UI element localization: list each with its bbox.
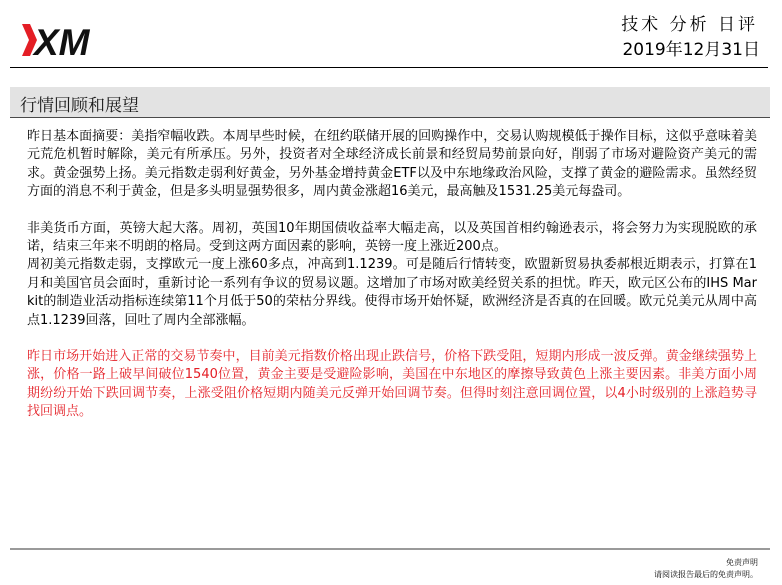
header-divider	[10, 67, 768, 68]
report-date: 2019年12月31日	[622, 40, 760, 60]
paragraph-eur: 周初美元指数走弱，支撑欧元一度上涨60多点，冲高到1.1239。可是随后行情转变，欧盟新贸易执委郝根近期表示，打算在1月和美国官员会面时，重新讨论一系列有争议的贸易议题。这增加了市场对欧美经贸关系的担忧。昨天，欧元区公布的IHS Markit的制造业活动指标连续第11个月低于50的荣枯分界线。使得市场开始怀疑，欧洲经济是否真的在回暖。欧元兑美元从周中高点1.1239回落，回吐了周内全部涨幅。	[27, 257, 757, 328]
paragraph-gbp: 非美货币方面，英镑大起大落。周初，英国10年期国债收益率大幅走高，以及英国首相约翰逊表示，将会努力为实现脱欧的承诺，结束三年来不明朗的格局。受到这两方面因素的影响，英镑一度上涨近200点。	[27, 220, 757, 255]
disclaimer-title: 免责声明	[726, 558, 758, 567]
paragraph-fundamentals: 昨日基本面摘要：美指窄幅收跌。本周早些时候，在纽约联储开展的回购操作中，交易认购规模低于操作目标，这似乎意味着美元荒危机暂时解除，美元有所承压。另外，投资者对全球经济成长前景和经贸局势前景向好，削弱了市场对避险资产美元的需求。黄金强势上扬。美元指数走弱利好黄金，另外基金增持黄金ETF以及中东地缘政治风险，支撑了黄金的避险需求。虽然经贸方面的消息不利于黄金，但是多头明显强势很多，周内黄金涨超16美元，最高触及1531.25美元每盎司。	[27, 129, 757, 200]
disclaimer-text: 请阅读报告最后的免责声明。	[654, 570, 758, 579]
section-header	[10, 87, 770, 118]
xm-logo	[22, 20, 114, 60]
logo-text: XM	[34, 22, 90, 60]
footer-divider	[10, 548, 770, 550]
paragraph-outlook: 昨日市场开始进入正常的交易节奏中，目前美元指数价格出现止跌信号，价格下跌受阻，短期内形成一波反弹。黄金继续强势上涨，价格一路上破早间破位1540位置，黄金主要是受避险影响，美国在中东地区的摩擦导致黄色上涨主要因素。非美方面小周期纷纷开始下跌回调节奏，上涨受阻价格短期内随美元反弹开始回调节奏。但得时刻注意回调位置，以4小时级别的上涨趋势寻找回调点。	[27, 349, 757, 420]
report-body	[27, 128, 757, 422]
report-type: 技术 分析 日评	[621, 15, 758, 35]
section-title: 行情回顾和展望	[20, 96, 139, 116]
